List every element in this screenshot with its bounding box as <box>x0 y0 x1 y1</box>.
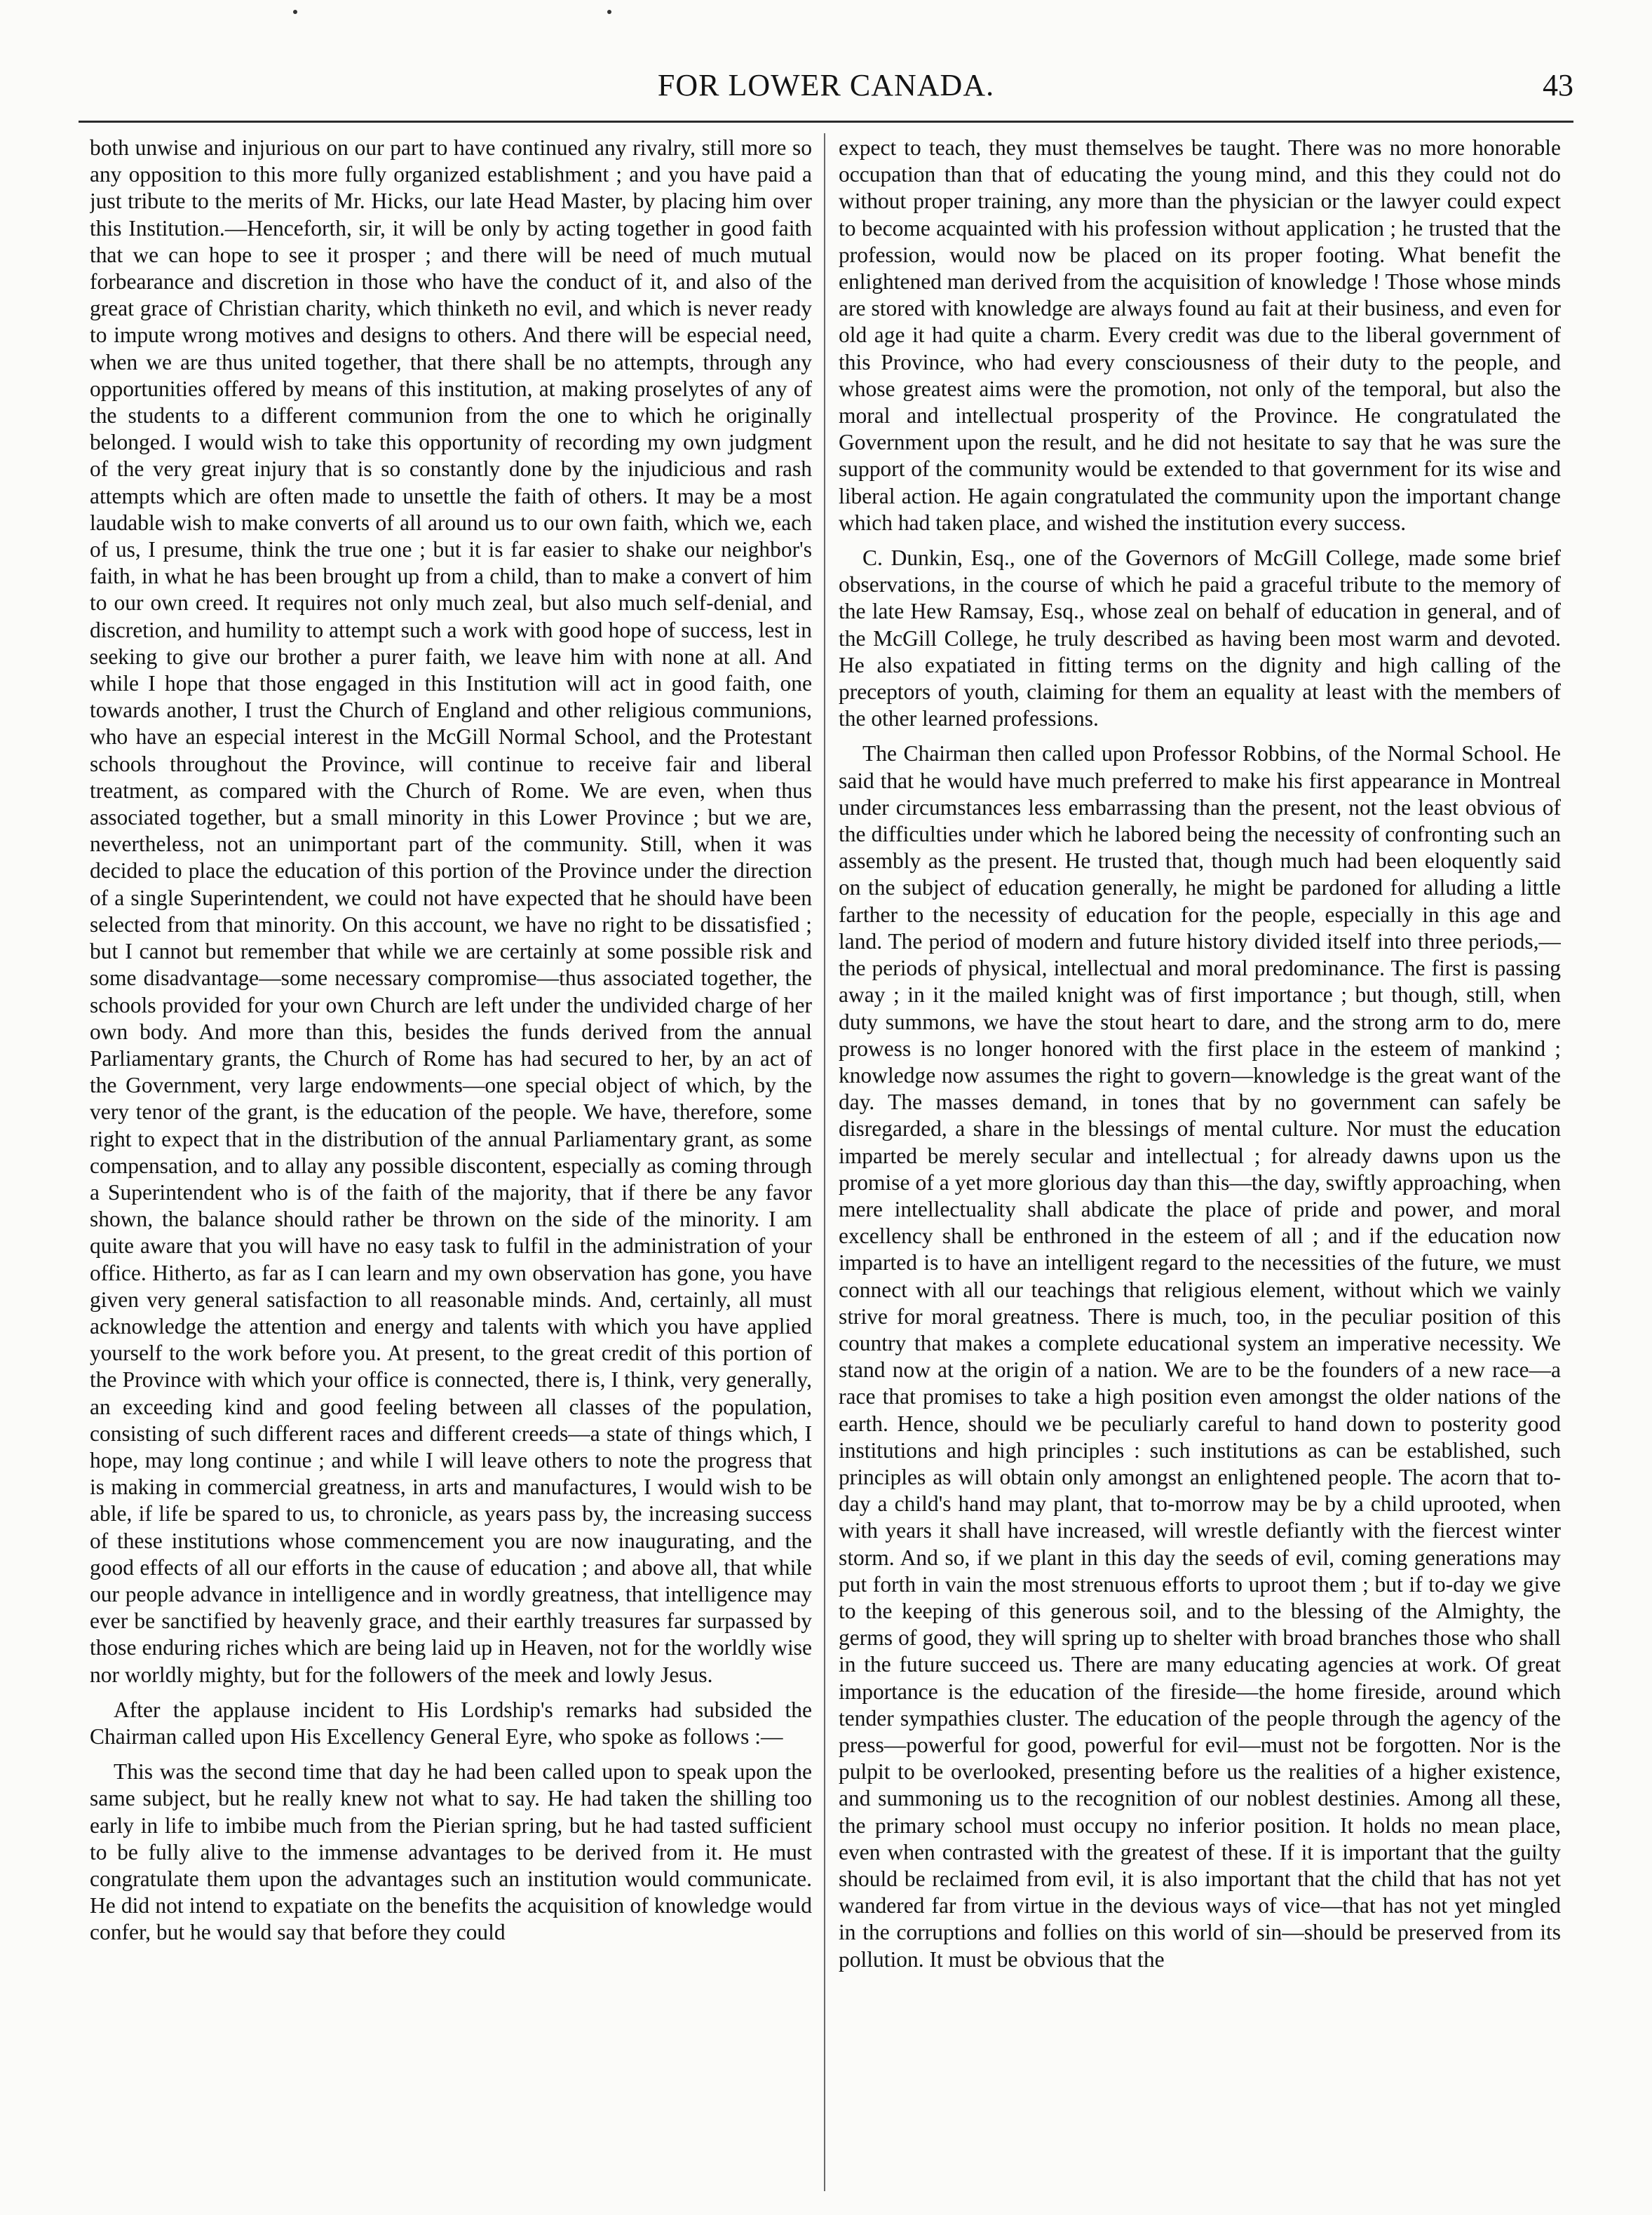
page-number: 43 <box>1543 68 1573 102</box>
running-title: FOR LOWER CANADA. <box>657 68 995 102</box>
paragraph: expect to teach, they must themselves be taught. There was no more honorable occupation than that of educating the young mind, and this they could not do without proper training, any more than the physician or the lawyer could expect to become acquainted with his profession without application ; he trusted that the profession, would now be placed on its proper footing. What benefit the enlightened man derived from the acquisition of knowledge ! Those whose minds are stored with knowledge are always found au fait at their business, and even for old age it had quite a charm. Every credit was due to the liberal government of this Province, who had every consciousness of their duty to the people, and whose greatest aims were the promotion, not only of the temporal, but also the moral and intellectual prosperity of the Province. He congratulated the Government upon the result, and he did not hesitate to say that he was sure the support of the community would be extended to that government for its wise and liberal action. He again congratulated the community upon the important change which had taken place, and wished the institution every success. <box>839 135 1561 535</box>
paragraph: C. Dunkin, Esq., one of the Governors of McGill College, made some brief observations, in the course of which he paid a graceful tribute to the memory of the late Hew Ramsay, Esq., whose zeal on behalf of education in general, and of the McGill College, he truly described as having been most warm and devoted. He also expatiated in fitting terms on the dignity and high calling of the preceptors of youth, claiming for them an equality at least with the members of the other learned professions. <box>839 546 1561 731</box>
page-header <box>79 65 1573 107</box>
right-column <box>839 135 1561 2189</box>
paragraph: both unwise and injurious on our part to have continued any rivalry, still more so any opposition to this more fully organized establishment ; and you have paid a just tribute to the merits of Mr. Hicks, our late Head Master, by placing him over this Institution.—Henceforth, sir, it will be only by acting together in good faith that we can hope to see it prosper ; and there will be need of much mutual forbearance and discretion in those who have the conduct of it, and also of the great grace of Christian charity, which thinketh no evil, and which is never ready to impute wrong motives and designs to others. And there will be especial need, when we are thus united together, that there shall be no attempts, through any opportunities offered by means of this institution, at making proselytes of any of the students to a different communion from the one to which he originally belonged. I would wish to take this opportunity of recording my own judgment of the very great injury that is so constantly done by the injudicious and rash attempts which are often made to unsettle the faith of others. It may be a most laudable wish to make converts of all around us to our own faith, which we, each of us, I presume, think the true one ; but it is far easier to shake our neighbor's faith, in what he has been brought up from a child, than to make a convert of him to our own creed. It requires not only much zeal, but also much self-denial, and discretion, and humility to attempt such a work with good hope of success, lest in seeking to give our brother a purer faith, we leave him with none at all. And while I hope that those engaged in this Institution will act in good faith, one towards another, I trust the Church of England and other religious communions, who have an especial interest in the McGill Normal School, and the Protestant schools throughout the Province, will continue to receive fair and liberal treatment, as compared with the Church of Rome. We are even, when thus associated together, but a small minority in this Lower Province ; but we are, nevertheless, not an unimportant part of the community. Still, when it was decided to place the education of this portion of the Province under the direction of a single Superintendent, we could not have expected that he should have been selected from that minority. On this account, we have no right to be dissatisfied ; but I cannot but remember that while we are certainly at some possible risk and some disadvantage—some necessary compromise—thus associated together, the schools provided for your own Church are left under the undivided charge of her own body. And more than this, besides the funds derived from the annual Parliamentary grants, the Church of Rome has had secured to her, by an act of the Government, very large endowments—one special object of which, by the very tenor of the grant, is the education of the people. We have, therefore, some right to expect that in the distribution of the annual Parliamentary grant, as some compensation, and to allay any possible discontent, especially as coming through a Superintendent who is of the faith of the majority, that if there be any favor shown, the balance should rather be thrown on the side of the minority. I am quite aware that you will have no easy task to fulfil in the administration of your office. Hitherto, as far as I can learn and my own observation has gone, you have given very general satisfaction to all reasonable minds. And, certainly, all must acknowledge the attention and energy and talents with which you have applied yourself to the work before you. At present, to the great credit of this portion of the Province with which your office is connected, there is, I think, very generally, an exceeding kind and good feeling between all classes of the population, consisting of such different races and different creeds—a state of things which, I hope, may long continue ; and while I will leave others to note the progress that is making in commercial greatness, in arts and manufactures, I would wish to be able, if life be spared to us, to chronicle, as years pass by, the increasing success of these institutions whose commencement you are now inaugurating, and the good effects of all our efforts in the cause of education ; and above all, that while our people advance in intelligence and in wordly greatness, that intelligence may ever be sanctified by heavenly grace, and their earthly treasures far surpassed by those enduring riches which are being laid up in Heaven, not for the worldly wise nor worldly mighty, but for the followers of the meek and lowly Jesus. <box>90 135 812 1687</box>
paragraph: The Chairman then called upon Professor Robbins, of the Normal School. He said that he would have much preferred to make his first appearance in Montreal under circumstances less embarrassing than the present, not the least obvious of the difficulties under which he labored being the necessity of confronting such an assembly as the present. He trusted that, though much had been eloquently said on the subject of education generally, he might be pardoned for alluding a little farther to the necessity of education for the people, especially in this age and land. The period of modern and future history divided itself into three periods,—the periods of physical, intellectual and moral predominance. The first is passing away ; in it the mailed knight was of first importance ; but though, still, when duty summons, we have the stout heart to dare, and the strong arm to do, mere prowess is no longer honored with the first place in the esteem of mankind ; knowledge now assumes the right to govern—knowledge is the great want of the day. The masses demand, in tones that by no government can safely be disregarded, a share in the blessings of mental culture. Nor must the education imparted be merely secular and intellectual ; for already dawns upon us the promise of a yet more glorious day than this—the day, swiftly approaching, when mere intellectuality shall abdicate the place of pride and power, and moral excellency shall be enthroned in the esteem of all ; and if the education now imparted is to have an intelligent regard to the necessities of the future, we must connect with all our teachings that religious element, without which we vainly strive for moral greatness. There is much, too, in the peculiar position of this country that makes a complete educational system an imperative necessity. We stand now at the origin of a nation. We are to be the founders of a new race—a race that promises to take a high position even amongst the older nations of the earth. Hence, should we be peculiarly careful to hand down to posterity good institutions and high principles : such institutions as can be established, such principles as will obtain only amongst an enlightened people. The acorn that to-day a child's hand may plant, that to-morrow may be by a child uprooted, when with years it shall have increased, will wrestle defiantly with the fiercest winter storm. And so, if we plant in this day the seeds of evil, coming generations may put forth in vain the most strenuous efforts to uproot them ; but if to-day we give to the keeping of this generous soil, and to the blessing of the Almighty, the germs of good, they will spring up to shelter with broad branches those who shall in the future succeed us. There are many educating agencies at work. Of great importance is the education of the fireside—the home fireside, around which tender sympathies cluster. The education of the people through the agency of the press—powerful for good, powerful for evil—must not be forgotten. Nor is the pulpit to be overlooked, presenting before us the realities of a higher existence, and summoning us to the recognition of our noblest destinies. Among all these, the primary school must occupy no inferior position. It holds no mean place, even when contrasted with the greatest of these. If it is important that the guilty should be reclaimed from evil, it is also important that the child that has not yet wandered far from virtue in the devious ways of vice—that has not yet mingled in the corruptions and follies on this world of sin—should be preserved from its pollution. It must be obvious that the <box>839 741 1561 1972</box>
column-divider <box>824 133 825 2191</box>
header-rule <box>79 121 1573 123</box>
paragraph: This was the second time that day he had been called upon to speak upon the same subject, but he really knew not what to say. He had taken the shilling too early in life to imbibe much from the Pierian spring, but he had tasted sufficient to be fully alive to the immense advantages to be derived from it. He must congratulate them upon the advantages such an institution would communicate. He did not intend to expatiate on the benefits the acquisition of knowledge would confer, but he would say that before they could <box>90 1759 812 1945</box>
print-speck <box>293 10 297 14</box>
paragraph: After the applause incident to His Lordship's remarks had subsided the Chairman called upon His Excellency General Eyre, who spoke as follows :— <box>90 1697 812 1749</box>
left-column <box>90 135 812 2189</box>
print-speck <box>607 10 611 14</box>
